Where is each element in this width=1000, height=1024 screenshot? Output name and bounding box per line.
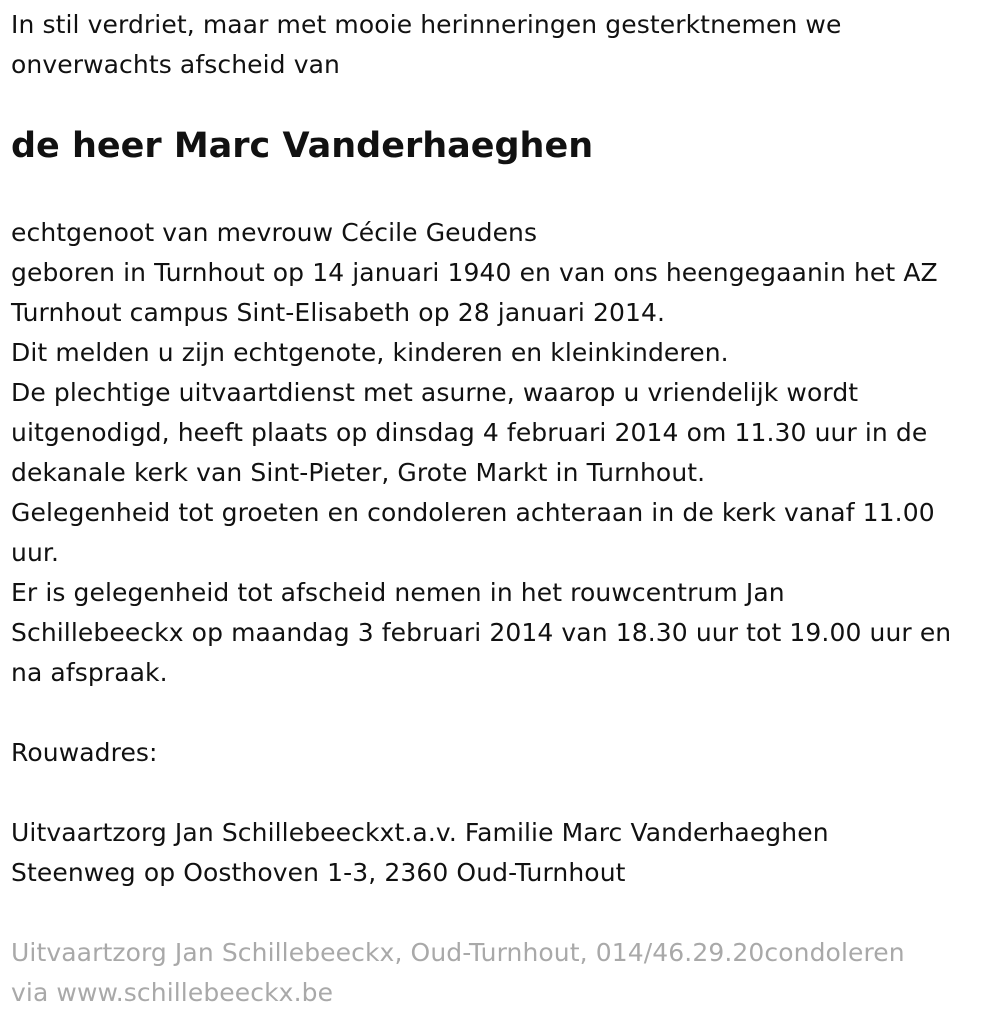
spacer [11,166,1000,213]
body-line-birth: geboren in Turnhout op 14 januari 1940 en van ons heengegaanin het AZ [11,258,938,287]
body-line-farewell-1: Er is gelegenheid tot afscheid nemen in het rouwcentrum Jan [11,578,785,607]
body-line-service-2: uitgenodigd, heeft plaats op dinsdag 4 februari 2014 om 11.30 uur in de [11,418,928,447]
body-line-condolence-2: uur. [11,538,60,567]
rouwadres-label: Rouwadres: [11,738,158,767]
footer-line-1: Uitvaartzorg Jan Schillebeeckx, Oud-Turnhout, 014/46.29.20condoleren [11,938,905,967]
rouwadres-line-1: Uitvaartzorg Jan Schillebeeckxt.a.v. Familie Marc Vanderhaeghen [11,818,829,847]
intro-line-2: onverwachts afscheid van [11,50,340,79]
body-line-farewell-3: na afspraak. [11,658,168,687]
spacer [11,893,1000,933]
body-line-family: Dit melden u zijn echtgenote, kinderen en kleinkinderen. [11,338,729,367]
footer-line-2: via www.schillebeeckx.be [11,978,334,1007]
deceased-name-heading: de heer Marc Vanderhaeghen [11,126,594,166]
funeral-home-footer [11,933,1000,1013]
intro-paragraph [11,5,1000,85]
notice-body [11,213,1000,693]
rouwadres-line-2: Steenweg op Oosthoven 1-3, 2360 Oud-Turnhout [11,858,626,887]
intro-line-1: In stil verdriet, maar met mooie herinneringen gesterktnemen we [11,10,842,39]
body-line-death: Turnhout campus Sint-Elisabeth op 28 januari 2014. [11,298,666,327]
spacer [11,693,1000,733]
body-line-condolence-1: Gelegenheid tot groeten en condoleren achteraan in de kerk vanaf 11.00 [11,498,935,527]
body-line-spouse: echtgenoot van mevrouw Cécile Geudens [11,218,538,247]
body-line-service-1: De plechtige uitvaartdienst met asurne, waarop u vriendelijk wordt [11,378,859,407]
rouwadres-address [11,813,1000,893]
spacer [11,773,1000,813]
body-line-service-3: dekanale kerk van Sint-Pieter, Grote Markt in Turnhout. [11,458,706,487]
body-line-farewell-2: Schillebeeckx op maandag 3 februari 2014 van 18.30 uur tot 19.00 uur en [11,618,952,647]
